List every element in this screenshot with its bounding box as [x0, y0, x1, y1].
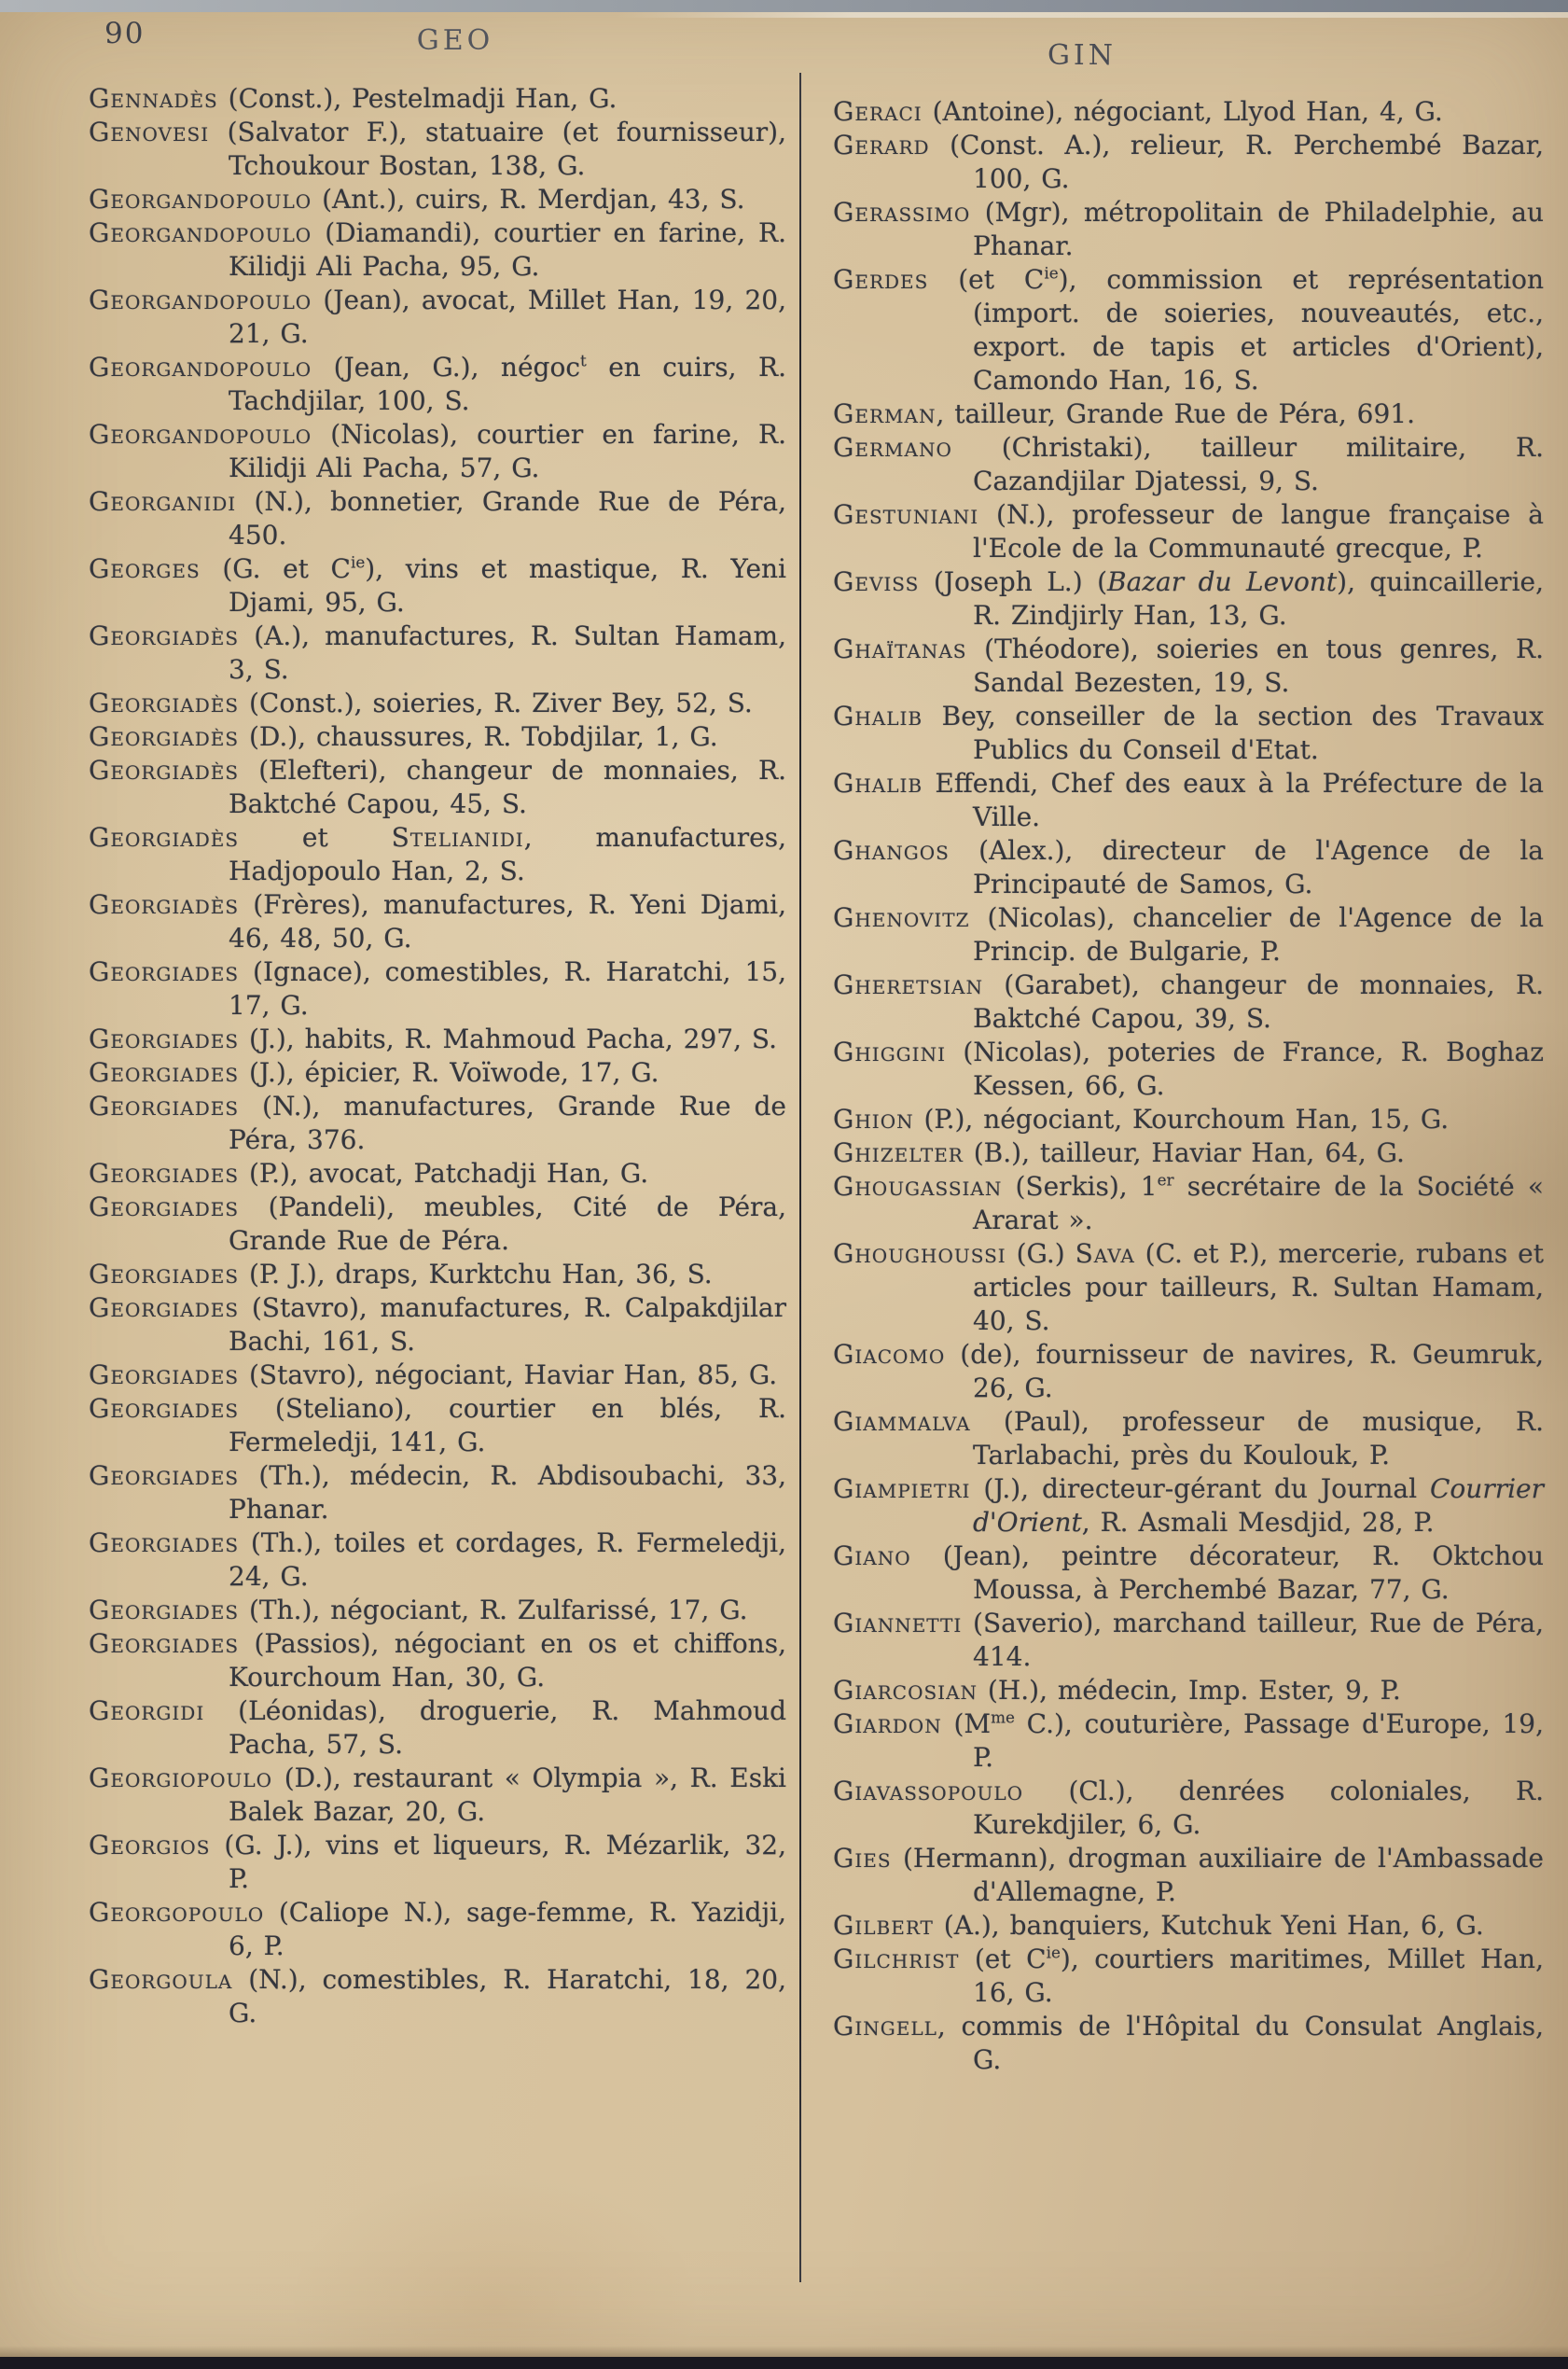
- entry-name: Ghiggini: [833, 1037, 946, 1067]
- directory-entry: Georgiades (P. J.), draps, Kurktchu Han, 36, S.: [89, 1259, 713, 1289]
- directory-entry: Georgiades (Stavro), manufactures, R. Calpakdjilar Bachi, 161, S.: [89, 1292, 786, 1357]
- entry-name: Georgiades: [89, 1024, 240, 1054]
- directory-entry: Georgopoulo (Caliope N.), sage-femme, R. Yazidji, 6, P.: [89, 1897, 786, 1961]
- directory-entry: Georgandopoulo (Jean), avocat, Millet Han, 19, 20, 21, G.: [89, 285, 786, 349]
- directory-entry: Giannetti (Saverio), marchand tailleur, Rue de Péra, 414.: [833, 1608, 1544, 1672]
- directory-entry: Georgiades (Passios), négociant en os et chiffons, Kourchoum Han, 30, G.: [89, 1628, 786, 1693]
- entry-smallcaps-name: Sava: [1075, 1238, 1135, 1269]
- directory-entry: Georgiades (Pandeli), meubles, Cité de Péra, Grande Rue de Péra.: [89, 1191, 786, 1256]
- entry-superscript: t: [580, 351, 587, 370]
- entry-name: Giammalva: [833, 1406, 971, 1437]
- scan-edge-top-highlight: [616, 12, 1568, 18]
- entry-name: Geviss: [833, 566, 920, 597]
- directory-entry: Geviss (Joseph L.) (Bazar du Levont), quincaillerie, R. Zindjirly Han, 13, G.: [833, 566, 1544, 631]
- entry-name: Gingell: [833, 2011, 937, 2042]
- directory-entry: Georgandopoulo (Jean, G.), négoc$^t$ en cuirs, R. Tachdjilar, 100, S.: [89, 351, 786, 416]
- directory-entry: Georgiadès (Elefteri), changeur de monnaies, R. Baktché Capou, 45, S.: [89, 755, 786, 819]
- entry-name: Georgiades: [89, 1460, 240, 1491]
- directory-entry: Giardon ($M^{me}$ C.), couturière, Passage d'Europe, 19, P.: [833, 1707, 1544, 1773]
- entry-name: Georgandopoulo: [89, 184, 312, 215]
- entry-name: Ghangos: [833, 835, 950, 866]
- entry-name: Gerdes: [833, 264, 929, 295]
- entry-name: Georgiadès: [89, 721, 240, 752]
- entry-name: Georganidi: [89, 486, 237, 517]
- entry-name: Georgiadès: [89, 822, 240, 853]
- directory-entry: Giano (Jean), peintre décorateur, R. Oktchou Moussa, à Perchembé Bazar, 77, G.: [833, 1540, 1544, 1605]
- column-divider-rule: [799, 73, 801, 2282]
- directory-entry: Giacomo (de), fournisseur de navires, R. Geumruk, 26, G.: [833, 1339, 1544, 1403]
- directory-entry: Georgiades (Ignace), comestibles, R. Haratchi, 15, 17, G.: [89, 956, 786, 1021]
- directory-entry: Georgandopoulo (Nicolas), courtier en farine, R. Kilidji Ali Pacha, 57, G.: [89, 419, 786, 483]
- directory-entry: Gerard (Const. A.), relieur, R. Perchembé Bazar, 100, G.: [833, 130, 1544, 194]
- entry-name: Gilbert: [833, 1910, 934, 1941]
- directory-entry: Gies (Hermann), drogman auxiliaire de l'Ambassade d'Allemagne, P.: [833, 1843, 1544, 1907]
- entry-name: German: [833, 398, 937, 429]
- directory-entry: Georgoula (N.), comestibles, R. Haratchi, 18, 20, G.: [89, 1964, 786, 2028]
- directory-entry: Ghenovitz (Nicolas), chancelier de l'Agence de la Princip. de Bulgarie, P.: [833, 902, 1544, 967]
- entry-name: Georgandopoulo: [89, 419, 312, 450]
- entry-name: Giano: [833, 1540, 911, 1571]
- directory-entry: Georgiades (J.), habits, R. Mahmoud Pacha, 297, S.: [89, 1024, 777, 1054]
- entry-name: Georgiades: [89, 1259, 240, 1289]
- entry-name: Ghalib: [833, 701, 923, 732]
- entry-name: Georgiadès: [89, 889, 240, 920]
- directory-entry: Georgiades (P.), avocat, Patchadji Han, G.: [89, 1158, 649, 1189]
- directory-entry: Georges (G. et $C^{ie}$), vins et mastique, R. Yeni Djami, 95, G.: [89, 552, 787, 618]
- directory-entry: Georgiadès (D.), chaussures, R. Tobdjilar, 1, G.: [89, 721, 718, 752]
- entry-name: Georgiades: [89, 1628, 240, 1659]
- entry-name: Ghion: [833, 1104, 914, 1135]
- directory-entry: Giammalva (Paul), professeur de musique, R. Tarlabachi, près du Koulouk, P.: [833, 1406, 1544, 1470]
- entry-name: Gheretsian: [833, 969, 983, 1000]
- directory-entry: Georgiades (Stavro), négociant, Haviar Han, 85, G.: [89, 1359, 778, 1390]
- entry-name: Georgopoulo: [89, 1897, 265, 1928]
- entry-name: Ghenovitz: [833, 902, 970, 933]
- entry-name: Georgandopoulo: [89, 285, 312, 315]
- directory-entry: Gingell, commis de l'Hôpital du Consulat Anglais, G.: [833, 2011, 1544, 2075]
- directory-entry: Georgiadès (A.), manufactures, R. Sultan Hamam, 3, S.: [89, 620, 786, 685]
- entry-name: Gies: [833, 1843, 892, 1874]
- entry-smallcaps-name: Stelianidi: [391, 822, 524, 853]
- entry-name: Georgiades: [89, 1191, 240, 1222]
- directory-entry: Georgiadès (Const.), soieries, R. Ziver Bey, 52, S.: [89, 688, 753, 718]
- entry-name: Ghougassian: [833, 1171, 1003, 1202]
- entry-name: Giardon: [833, 1708, 942, 1739]
- directory-entry: Georgiadès (Frères), manufactures, R. Yeni Djami, 46, 48, 50, G.: [89, 889, 786, 954]
- directory-entry: Georgios (G. J.), vins et liqueurs, R. Mézarlik, 32, P.: [89, 1830, 786, 1894]
- directory-entry: German, tailleur, Grande Rue de Péra, 691.: [833, 398, 1416, 429]
- directory-entry: Giavassopoulo (Cl.), denrées coloniales, R. Kurekdjiler, 6, G.: [833, 1776, 1544, 1840]
- page-number: 90: [104, 17, 146, 50]
- entry-name: Gestuniani: [833, 499, 979, 530]
- directory-entry: Ghoughoussi (G.) Sava (C. et P.), mercerie, rubans et articles pour tailleurs, R. Sultan Hamam, 40, S.: [833, 1238, 1544, 1336]
- directory-entry: Georgiades (Steliano), courtier en blés, R. Fermeledji, 141, G.: [89, 1393, 786, 1457]
- running-head-left: GEO: [416, 24, 494, 57]
- entry-name: Gerard: [833, 130, 930, 160]
- directory-entry: Ghaïtanas (Théodore), soieries en tous genres, R. Sandal Bezesten, 19, S.: [833, 634, 1544, 698]
- entry-name: Giannetti: [833, 1608, 963, 1638]
- directory-entry: Georganidi (N.), bonnetier, Grande Rue de Péra, 450.: [89, 486, 786, 550]
- entry-name: Genovesi: [89, 117, 210, 147]
- directory-entry: Georgandopoulo (Ant.), cuirs, R. Merdjan, 43, S.: [89, 184, 745, 215]
- directory-entry: Ghougassian (Serkis), 1er secrétaire de la Société « Ararat ».: [833, 1170, 1544, 1235]
- directory-entry: Ghangos (Alex.), directeur de l'Agence de la Principauté de Samos, G.: [833, 835, 1544, 899]
- entry-name: Georgiades: [89, 1359, 240, 1390]
- directory-entry: Gestuniani (N.), professeur de langue française à l'Ecole de la Communauté grecque, P.: [833, 499, 1544, 564]
- entry-name: Georgoula: [89, 1964, 233, 1995]
- running-head-right: GIN: [1047, 39, 1117, 72]
- entry-name: Georgiades: [89, 1057, 240, 1088]
- entry-name: Georgandopoulo: [89, 217, 312, 248]
- directory-entry: Gilchrist (et $C^{ie}$), courtiers maritimes, Millet Han, 16, G.: [833, 1943, 1544, 2008]
- entry-name: Giavassopoulo: [833, 1776, 1024, 1806]
- directory-entry: Georgiades (Th.), négociant, R. Zulfarissé, 17, G.: [89, 1595, 748, 1625]
- directory-entry: Genovesi (Salvator F.), statuaire (et fournisseur), Tchoukour Bostan, 138, G.: [89, 117, 786, 181]
- entry-name: Georgiades: [89, 956, 240, 987]
- directory-column-left: [89, 82, 786, 2030]
- entry-name: Georgandopoulo: [89, 352, 312, 383]
- directory-entry: Georgiopoulo (D.), restaurant « Olympia », R. Eski Balek Bazar, 20, G.: [89, 1763, 786, 1827]
- entry-name: Georgiades: [89, 1091, 240, 1122]
- directory-entry: Georgiadès et Stelianidi, manufactures, Hadjopoulo Han, 2, S.: [89, 822, 787, 886]
- entry-name: Ghaïtanas: [833, 634, 967, 664]
- directory-entry: Georgidi (Léonidas), droguerie, R. Mahmoud Pacha, 57, S.: [89, 1695, 786, 1760]
- directory-column-right: [833, 95, 1544, 2077]
- entry-name: Georgidi: [89, 1695, 205, 1726]
- entry-name: Giarcosian: [833, 1675, 978, 1706]
- entry-name: Georgiadès: [89, 620, 240, 651]
- directory-entry: Georgiades (Th.), médecin, R. Abdisoubachi, 33, Phanar.: [89, 1460, 786, 1525]
- directory-entry: Gerassimo (Mgr), métropolitain de Philadelphie, au Phanar.: [833, 197, 1544, 261]
- entry-name: Georges: [89, 553, 201, 584]
- entry-name: Gerassimo: [833, 197, 971, 228]
- directory-entry: Ghiggini (Nicolas), poteries de France, R. Boghaz Kessen, 66, G.: [833, 1037, 1544, 1101]
- scan-edge-bottom: [0, 2357, 1568, 2369]
- entry-superscript: ie: [1046, 1943, 1061, 1962]
- entry-name: Geraci: [833, 96, 923, 127]
- directory-entry: Giampietri (J.), directeur-gérant du Journal Courrier d'Orient, R. Asmali Mesdjid, 28, P.: [833, 1473, 1544, 1538]
- entry-superscript: er: [1157, 1170, 1174, 1190]
- entry-name: Georgiadès: [89, 755, 240, 786]
- entry-name: Georgiades: [89, 1527, 240, 1558]
- entry-name: Georgiades: [89, 1292, 240, 1323]
- directory-entry: Gheretsian (Garabet), changeur de monnaies, R. Baktché Capou, 39, S.: [833, 969, 1544, 1034]
- entry-name: Georgiades: [89, 1158, 240, 1189]
- entry-name: Giacomo: [833, 1339, 946, 1370]
- entry-name: Ghoughoussi: [833, 1238, 1006, 1269]
- directory-entry: Ghion (P.), négociant, Kourchoum Han, 15, G.: [833, 1104, 1450, 1135]
- directory-entry: Georgiades (J.), épicier, R. Voïwode, 17, G.: [89, 1057, 659, 1088]
- directory-entry: Ghizelter (B.), tailleur, Haviar Han, 64, G.: [833, 1137, 1405, 1168]
- directory-entry: Giarcosian (H.), médecin, Imp. Ester, 9, P.: [833, 1675, 1401, 1706]
- entry-name: Gennadès: [89, 83, 218, 114]
- directory-entry: Geraci (Antoine), négociant, Llyod Han, 4, G.: [833, 96, 1443, 127]
- scan-edge-top: [0, 0, 1568, 12]
- entry-name: Georgiopoulo: [89, 1763, 273, 1793]
- entry-name: Georgiadès: [89, 688, 240, 718]
- entry-name: Georgiades: [89, 1595, 240, 1625]
- directory-entry: Georgandopoulo (Diamandi), courtier en farine, R. Kilidji Ali Pacha, 95, G.: [89, 217, 786, 282]
- entry-superscript: me: [991, 1707, 1015, 1727]
- entry-name: Georgiades: [89, 1393, 240, 1424]
- entry-name: Ghalib: [833, 768, 923, 799]
- directory-entry: Georgiades (N.), manufactures, Grande Rue de Péra, 376.: [89, 1091, 786, 1155]
- entry-name: Georgios: [89, 1830, 211, 1860]
- directory-entry: Gerdes (et $C^{ie}$), commission et représentation (import. de soieries, nouveautés, etc., export. de tapis et articles d'Orient), Camondo Han, 16, S.: [833, 263, 1544, 396]
- scan-edge-bottom-shadow: [0, 2346, 1568, 2357]
- entry-name: Ghizelter: [833, 1137, 964, 1168]
- directory-entry: Georgiades (Th.), toiles et cordages, R. Fermeledji, 24, G.: [89, 1527, 786, 1592]
- directory-entry: Germano (Christaki), tailleur militaire, R. Cazandjilar Djatessi, 9, S.: [833, 432, 1544, 496]
- directory-entry: Gennadès (Const.), Pestelmadji Han, G.: [89, 83, 617, 114]
- entry-name: Giampietri: [833, 1473, 971, 1504]
- directory-entry: Ghalib Effendi, Chef des eaux à la Préfecture de la Ville.: [833, 768, 1544, 832]
- directory-entry: Ghalib Bey, conseiller de la section des Travaux Publics du Conseil d'Etat.: [833, 701, 1544, 765]
- entry-italic-text: Courrier d'Orient: [973, 1473, 1544, 1538]
- entry-italic-text: Bazar du Levont: [1107, 566, 1338, 597]
- entry-superscript: ie: [350, 552, 366, 572]
- entry-name: Gilchrist: [833, 1944, 960, 1974]
- entry-name: Germano: [833, 432, 952, 463]
- directory-entry: Gilbert (A.), banquiers, Kutchuk Yeni Han, 6, G.: [833, 1910, 1484, 1941]
- entry-superscript: ie: [1044, 263, 1059, 283]
